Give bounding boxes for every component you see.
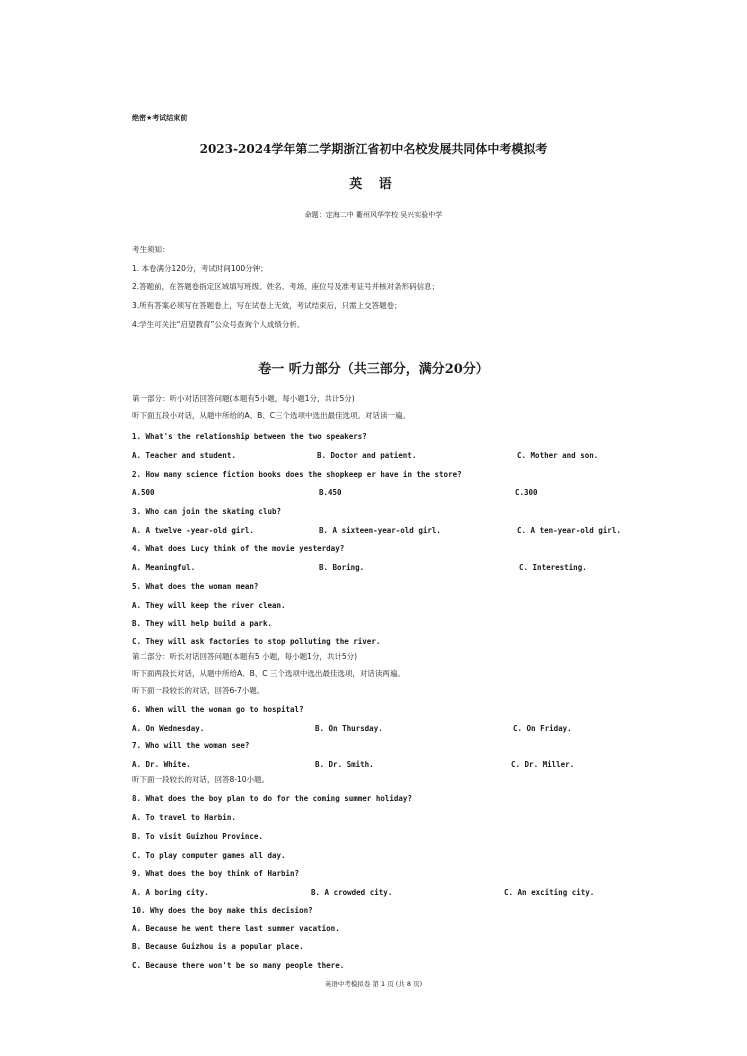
page-footer: 英语中考模拟卷 第 1 页 (共 8 页) xyxy=(324,980,423,988)
subject-title: 英 语 xyxy=(349,177,398,192)
option-c: C. Dr. Miller. xyxy=(511,760,575,769)
option-b: B. Boring. xyxy=(319,563,365,572)
option-a: A. Dr. White. xyxy=(132,760,191,769)
authors-line: 命题：定海二中 衢州风华学校 吴兴实验中学 xyxy=(304,211,443,219)
question-7: 7. Who will the woman see? xyxy=(132,741,250,750)
question-9: 9. What does the boy think of Harbin? xyxy=(132,869,300,878)
option-a: A. Teacher and student. xyxy=(132,451,236,460)
exam-title: 2023-2024学年第二学期浙江省初中名校发展共同体中考模拟考 xyxy=(199,142,548,156)
part2-instruction: 听下面两段长对话，从题中所给A、B、C 三个选项中选出最佳选项，对话读两遍。 xyxy=(132,669,405,678)
question-2: 2. How many science fiction books does the shopkeep er have in the store? xyxy=(132,470,462,479)
notice-heading: 考生须知： xyxy=(132,245,170,254)
option-c: C. Mother and son. xyxy=(517,451,599,460)
question-8-option-b: B. To visit Guizhou Province. xyxy=(132,832,263,841)
question-5-option-c: C. They will ask factories to stop polluting the river. xyxy=(132,637,381,646)
option-c: C.300 xyxy=(515,488,538,497)
option-a: A. Meaningful. xyxy=(132,563,196,572)
question-10: 10. Why does the boy make this decision? xyxy=(132,906,313,915)
passage-1-note: 听下面一段较长的对话，回答6-7小题。 xyxy=(132,686,265,695)
part1-heading: 第一部分：听小对话回答问题(本题有5小题，每小题1分，共计5分) xyxy=(132,394,355,403)
option-b: B. On Thursday. xyxy=(315,724,383,733)
option-a: A.500 xyxy=(132,488,155,497)
option-a: A. On Wednesday. xyxy=(132,724,205,733)
question-10-option-a: A. Because he went there last summer vacation. xyxy=(132,924,340,933)
notice-item: 4.学生可关注“启望教育”公众号查询个人成绩分析。 xyxy=(132,320,305,329)
question-1: 1. What's the relationship between the two speakers? xyxy=(132,432,367,441)
top-secret-label: 绝密★考试结束前 xyxy=(132,114,188,122)
question-10-option-c: C. Because there won't be so many people there. xyxy=(132,961,345,970)
option-c: C. Interesting. xyxy=(519,563,587,572)
section-title: 卷一 听力部分（共三部分，满分20分） xyxy=(258,362,489,377)
option-b: B.450 xyxy=(319,488,342,497)
question-3: 3. Who can join the skating club? xyxy=(132,507,282,516)
option-a: A. A boring city. xyxy=(132,888,209,897)
option-c: C. An exciting city. xyxy=(504,888,595,897)
question-4: 4. What does Lucy think of the movie yesterday? xyxy=(132,544,345,553)
notice-item: 2.答题前，在答题卷指定区域填写班级、姓名、考场、座位号及准考证号并核对条形码信息； xyxy=(132,282,440,291)
option-c: C. On Friday. xyxy=(513,724,572,733)
part2-heading: 第二部分：听长对话回答问题(本题有5 小题，每小题1分，共计5分) xyxy=(132,652,358,661)
option-b: B. A crowded city. xyxy=(311,888,393,897)
question-6: 6. When will the woman go to hospital? xyxy=(132,705,304,714)
question-5: 5. What does the woman mean? xyxy=(132,582,259,591)
question-5-option-b: B. They will help build a park. xyxy=(132,619,272,628)
question-5-option-a: A. They will keep the river clean. xyxy=(132,601,286,610)
notice-item: 3.所有答案必须写在答题卷上，写在试卷上无效，考试结束后，只需上交答题卷； xyxy=(132,301,402,310)
option-b: B. A sixteen-year-old girl. xyxy=(319,526,441,535)
question-8-option-c: C. To play computer games all day. xyxy=(132,851,286,860)
question-8-option-a: A. To travel to Harbin. xyxy=(132,813,236,822)
option-c: C. A ten-year-old girl. xyxy=(517,526,621,535)
option-a: A. A twelve -year-old girl. xyxy=(132,526,254,535)
question-8: 8. What does the boy plan to do for the coming summer holiday? xyxy=(132,794,412,803)
part1-instruction: 听下面五段小对话，从题中所给的A、B、C三个选项中选出最佳选项。对话读一遍。 xyxy=(132,411,411,420)
question-10-option-b: B. Because Guizhou is a popular place. xyxy=(132,942,304,951)
notice-item: 1. 本卷满分120分，考试时间100分钟； xyxy=(132,264,268,273)
passage-2-note: 听下面一段较长的对话，回答8-10小题。 xyxy=(132,775,270,784)
option-b: B. Doctor and patient. xyxy=(317,451,417,460)
option-b: B. Dr. Smith. xyxy=(315,760,374,769)
